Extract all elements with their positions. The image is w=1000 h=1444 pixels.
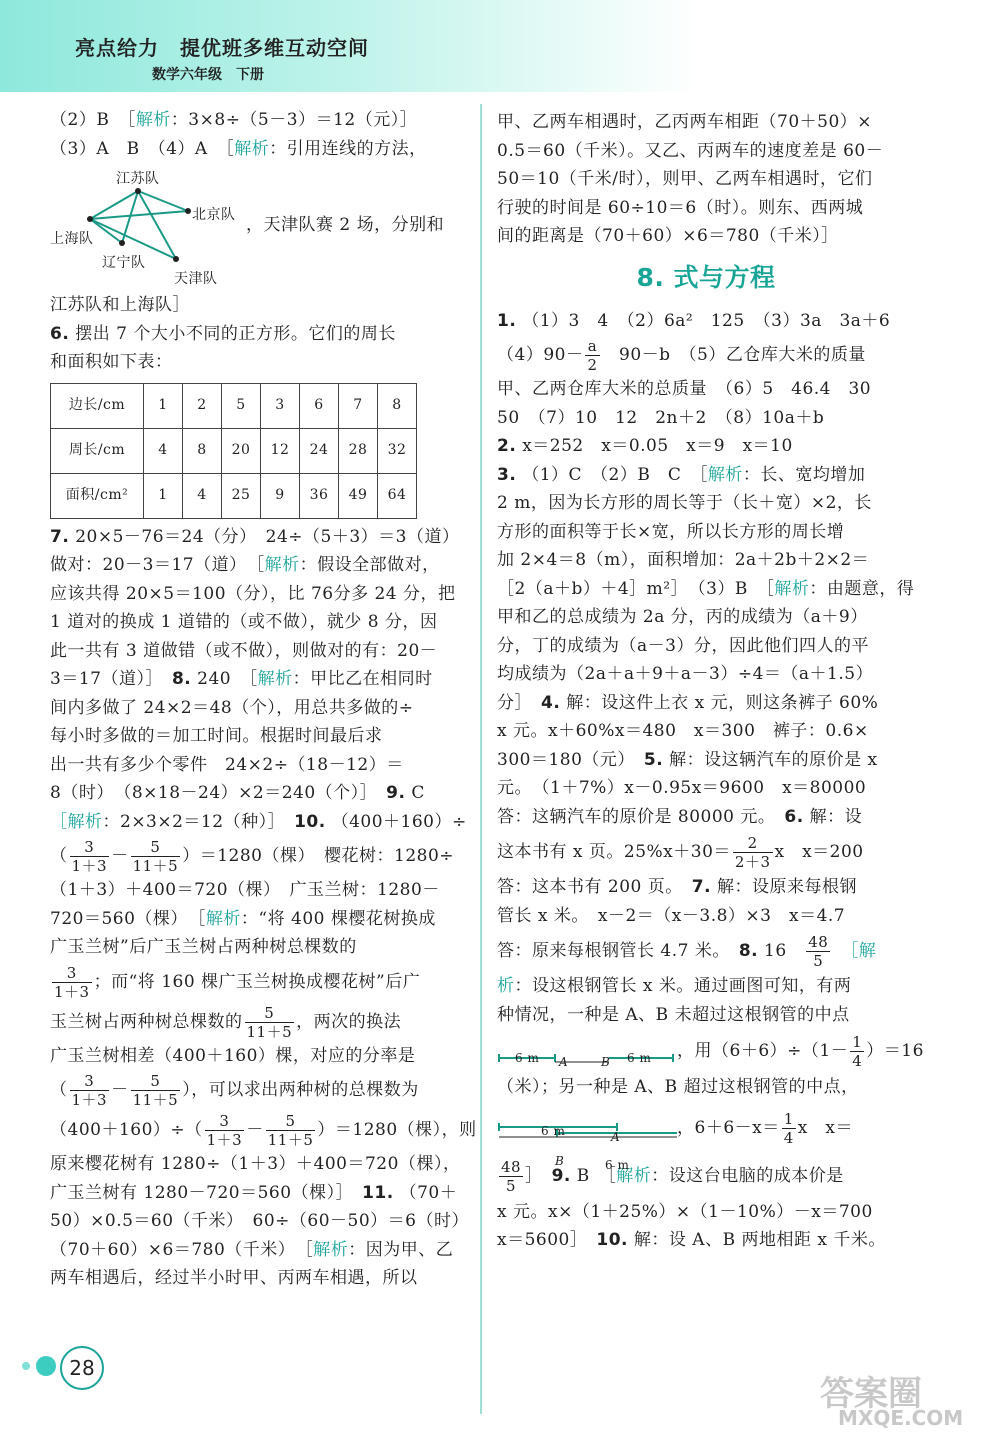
- label-beijing: 北京队: [192, 207, 236, 223]
- text-line: （米）；另一种是 A、B 超过这根钢管的中点，: [497, 1077, 859, 1097]
- text-line: （1＋3）＋400＝720（棵） 广玉兰树：1280－: [50, 880, 440, 900]
- text-line: （ $\frac{3}{1+3}$ － $\frac{5}{11+5}$ ）＝1280（棵） 樱花树：1280÷: [50, 838, 455, 875]
- page-number: 28: [60, 1346, 104, 1390]
- fraction: $\frac{48}{5}$: [501, 1157, 522, 1195]
- table-cell: 36: [300, 473, 339, 518]
- fraction: $\frac{5}{11+5}$: [267, 1112, 314, 1149]
- text-line: 6 m A B 6 m ，用（6＋6）÷（1－ $\frac{1}{4}$ ）＝16: [497, 1029, 915, 1073]
- text-line: 7. 20×5－76＝24（分） 24÷（5＋3）＝3（道）: [50, 526, 460, 547]
- text-line: 两车相遇后，经过半小时甲、丙两车相遇，所以: [50, 1268, 418, 1288]
- text-line: x 元。x＋60%x＝480 x＝300 裤子：0.6×: [497, 721, 869, 741]
- text-line: 2. x＝252 x＝0.05 x＝9 x＝10: [497, 436, 793, 456]
- text-line: 分，丁的成绩为（a－3）分，因此他们四人的平: [497, 635, 869, 656]
- text-line: 6 m A B 6 m ，6＋6－x＝ $\frac{1}{4}$ x x＝: [497, 1102, 915, 1154]
- table-cell: 5: [222, 383, 261, 428]
- table-cell: 20: [222, 428, 261, 473]
- table-cell: 4: [144, 428, 183, 473]
- table-cell: 12: [261, 428, 300, 473]
- table-cell: 1: [144, 383, 183, 428]
- table-cell: 3: [261, 383, 300, 428]
- table-cell: 8: [378, 383, 417, 428]
- text-line: 答：原来每根钢管长 4.7 米。 8. 16 $\frac{48}{5}$ ［解: [497, 933, 877, 970]
- table-cell: 25: [222, 473, 261, 518]
- text-line: 广玉兰树”后广玉兰树占两种树总棵数的: [50, 937, 357, 957]
- text-line: 广玉兰树相差（400＋160）棵，对应的分率是: [50, 1045, 416, 1066]
- text-line: 甲和乙的总成绩为 2a 分，丙的成绩为（a＋9）: [497, 607, 868, 627]
- text-line: 1 道对的换成 1 道错的（或不做），就少 8 分，因: [50, 612, 438, 632]
- table-cell: 24: [300, 428, 339, 473]
- text-line: 广玉兰树有 1280－720＝560（棵）］ 11. （70＋: [50, 1182, 458, 1203]
- table-cell: 边长/cm: [51, 383, 144, 428]
- table-row: [51, 473, 417, 518]
- text-line: （4）90－ $\frac{a}{2}$ 90－b （5）乙仓库大米的质量: [497, 337, 866, 374]
- fraction: $\frac{1}{4}$: [852, 1033, 863, 1070]
- table-cell: 7: [339, 383, 378, 428]
- text-line: 析：设这根钢管长 x 米。通过画图可知，有两: [497, 976, 852, 996]
- text-line: 管长 x 米。 x－2＝（x－3.8）×3 x＝4.7: [497, 905, 846, 926]
- text-line: 均成绩为（2a＋a＋9＋a－3）÷4＝（a＋1.5）: [497, 664, 874, 684]
- fraction: $\frac{a}{2}$: [587, 337, 598, 374]
- team-connection-diagram: [50, 163, 460, 291]
- table-cell: 2: [183, 383, 222, 428]
- text-line: 3. （1）C （2）B C ［解析：长、宽均增加: [497, 464, 866, 485]
- book-title: 亮点给力 提优班多维互动空间: [75, 36, 369, 60]
- column-divider: [480, 104, 482, 1414]
- label-tianjin: 天津队: [174, 271, 218, 287]
- fraction: $\frac{5}{11+5}$: [132, 1072, 179, 1109]
- text-line: 方形的面积等于长×宽，所以长方形的周长增: [497, 521, 845, 542]
- label-shanghai: 上海队: [50, 231, 94, 247]
- label-jiangsu: 江苏队: [116, 171, 160, 187]
- text-line: x 元。x×（1＋25%）×（1－10%）－x＝700: [497, 1201, 873, 1222]
- text-line: 1. （1）3 4 （2）6a² 125 （3）3a 3a＋6: [497, 310, 891, 331]
- page-header: [0, 0, 1000, 92]
- text-line: 答：这辆汽车的原价是 80000 元。 6. 解：设: [497, 806, 863, 827]
- table-cell: 4: [183, 473, 222, 518]
- right-column: [497, 108, 924, 1255]
- table-cell: 周长/cm: [51, 428, 144, 473]
- text-line: 做对：20－3＝17（道） ［解析：假设全部做对，: [50, 555, 440, 575]
- table-cell: 32: [378, 428, 417, 473]
- text-line: 2 m，因为长方形的周长等于（长＋宽）×2，长: [497, 493, 872, 513]
- text-line: 这本书有 x 页。25%x＋30＝ $\frac{2}{2+3}$ x x＝200: [497, 834, 864, 871]
- text-line: （400＋160）÷（ $\frac{3}{1+3}$ － $\frac{5}{11+5}$ ）＝1280（棵），则: [50, 1112, 477, 1149]
- text-line: 行驶的时间是 60÷10＝6（时）。则东、西两城: [497, 197, 864, 218]
- fraction: $\frac{3}{1+3}$: [206, 1112, 243, 1149]
- text-line: $\frac{48}{5}$ ］ 9. B ［解析：设这台电脑的成本价是: [501, 1157, 844, 1195]
- watermark-url: MXQE.COM: [838, 1406, 964, 1430]
- text-line: 8（时） （8×18－24）×2＝240（个）］ 9. C: [50, 783, 425, 803]
- text-line: 应该共得 20×5＝100（分），比 76分多 24 分，把: [50, 583, 456, 604]
- text-line: 种情况，一种是 A、B 未超过这根钢管的中点: [497, 1004, 850, 1025]
- text-line: 50 （7）10 12 2n＋2 （8）10a＋b: [497, 407, 825, 428]
- text-line: （3）A B （4）A ［解析：引用连线的方法，: [50, 138, 427, 159]
- text-line: 和面积如下表：: [50, 352, 173, 372]
- table-cell: 1: [144, 473, 183, 518]
- text-line: 50）×0.5＝60（千米） 60÷（60－50）＝6（时）: [50, 1211, 469, 1231]
- text-line: 出一共有多少个零件 24×2÷（18－12）＝: [50, 754, 404, 775]
- text-line: 720＝560（棵） ［解析：“将 400 棵樱花树换成: [50, 908, 436, 929]
- text-line: 分］ 4. 解：设这件上衣 x 元，则这条裤子 60%: [497, 692, 879, 713]
- fraction: $\frac{3}{1+3}$: [71, 838, 108, 875]
- table-cell: 28: [339, 428, 378, 473]
- fraction: $\frac{1}{4}$: [783, 1109, 794, 1147]
- table-row: [51, 428, 417, 473]
- text-line: （70＋60）×6＝780（千米） ［解析：因为甲、乙: [50, 1239, 454, 1260]
- left-column: [50, 106, 477, 1293]
- fraction: $\frac{3}{1+3}$: [71, 1072, 108, 1109]
- text-line: 原来樱花树有 1280÷（1＋3）＋400＝720（棵），: [50, 1154, 461, 1174]
- text-line: 玉兰树占两种树总棵数的 $\frac{5}{11+5}$ ，两次的换法: [50, 1003, 402, 1041]
- text-line: 6. 摆出 7 个大小不同的正方形。它们的周长: [50, 323, 396, 344]
- text-line: $\frac{3}{1+3}$ ；而“将 160 棵广玉兰树换成樱花树”后广: [54, 963, 421, 1001]
- text-line: ［2（a＋b）＋4］m²］ （3）B ［解析：由题意，得: [497, 578, 915, 599]
- table-cell: 8: [183, 428, 222, 473]
- table-cell: 64: [378, 473, 417, 518]
- fraction: $\frac{2}{2+3}$: [734, 834, 771, 871]
- text-line: 3＝17（道）］ 8. 240 ［解析：甲比乙在相同时: [50, 669, 433, 689]
- decor-dot: [36, 1356, 56, 1376]
- table-cell: 9: [261, 473, 300, 518]
- text-line: 甲、乙两仓库大米的总质量 （6）5 46.4 30: [497, 379, 872, 399]
- text-line: 0.5＝60（千米）。又乙、丙两车的速度差是 60－: [497, 140, 884, 161]
- square-table: [50, 383, 417, 519]
- text-line: 答：这本书有 200 页。 7. 解：设原来每根钢: [497, 877, 857, 897]
- table-cell: 面积/cm²: [51, 473, 144, 518]
- text-line: （2）B ［解析：3×8÷（5－3）＝12（元）］: [50, 110, 418, 130]
- text-line: 江苏队和上海队］: [50, 295, 190, 315]
- text-line: 元。 （1＋7%）x－0.95x＝9600 x＝80000: [497, 778, 867, 798]
- table-row: [51, 383, 417, 428]
- text-line: 300＝180（元） 5. 解：设这辆汽车的原价是 x: [497, 749, 878, 770]
- text-line: 加 2×4＝8（m），面积增加：2a＋2b＋2×2＝: [497, 550, 870, 570]
- text-line: 此一共有 3 道做错（或不做），则做对的有：20－: [50, 640, 438, 661]
- text-line: 间的距离是（70＋60）×6＝780（千米）］: [497, 226, 839, 246]
- segment-diagram-1: 6 m A B 6 m: [515, 1050, 652, 1069]
- text-line: 甲、乙两车相遇时，乙丙两车相距（70＋50）×: [497, 112, 873, 132]
- fraction: $\frac{5}{11+5}$: [246, 1003, 293, 1041]
- text-line: （ $\frac{3}{1+3}$ － $\frac{5}{11+5}$ ），可以求出两种树的总棵数为: [50, 1072, 419, 1109]
- book-subtitle: 数学六年级 下册: [152, 67, 264, 83]
- diagram-tail-text: ，天津队赛 2 场，分别和: [246, 215, 445, 235]
- text-line: 50＝10（千米/时），则甲、乙两车相遇时，它们: [497, 169, 873, 189]
- text-line: 每小时多做的＝加工时间。根据时间最后求: [50, 726, 383, 746]
- table-cell: 6: [300, 383, 339, 428]
- text-line: 间内多做了 24×2＝48（个），用总共多做的÷: [50, 697, 414, 718]
- decor-dot: [22, 1362, 30, 1370]
- fraction: $\frac{3}{1+3}$: [54, 963, 90, 1001]
- text-line: ［解析：2×3×2＝12（种）］ 10. （400＋160）÷: [50, 811, 467, 832]
- section-title: 8. 式与方程: [636, 262, 776, 292]
- fraction: $\frac{48}{5}$: [808, 933, 829, 970]
- label-liaoning: 辽宁队: [102, 255, 146, 271]
- table-cell: 49: [339, 473, 378, 518]
- text-line: x＝5600］ 10. 解：设 A、B 两地相距 x 千米。: [497, 1230, 886, 1250]
- fraction: $\frac{5}{11+5}$: [132, 838, 179, 875]
- watermark-logo: 答案圈: [820, 1374, 922, 1414]
- segment-diagram-2: 6 m A B 6 m: [541, 1124, 630, 1172]
